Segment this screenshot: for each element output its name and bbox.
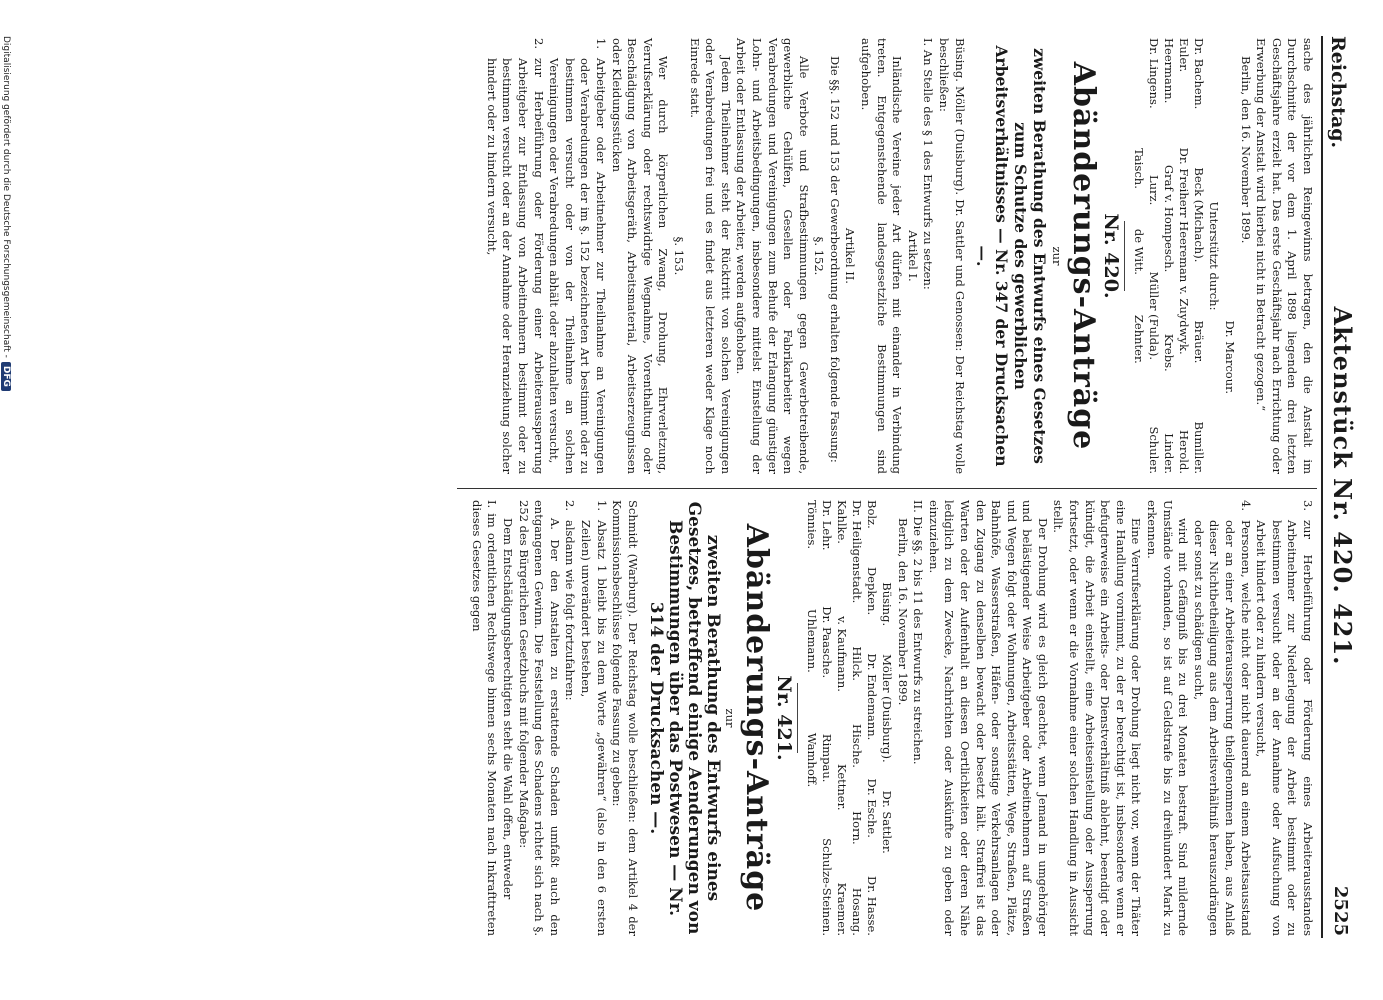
signer: Dr. Lingens. [1146,38,1161,109]
section-title: Abänderungs-Anträge [739,523,775,913]
left-column [483,38,1315,474]
signer: Bumiller. [1191,421,1206,474]
signer: Kraemer. [834,882,849,936]
signer: Dr. Endemann. [864,653,879,741]
signer: Tönnies. [804,500,819,550]
article-heading: Artikel I. [905,230,920,282]
header-left: Reichstag. [1327,36,1349,149]
list-number: 3. [1301,500,1315,511]
column-divider [457,488,1317,489]
header-rule [1321,36,1323,938]
list-text: zur Herbeiführung oder Förderung einer Arbeiteraussperrung Arbeitgeber zur Entlassung von Arbeitnehmern bestimmt oder zu bestimmen versucht oder an der Annahme oder Heranziehung solcher hindert oder zu hindern versucht, [484,58,546,474]
signer: Lurz. [1146,175,1161,206]
list-text: zur Herbeiführung oder Förderung eines Arbeiterausstandes Arbeitnehmer zur Niederlegung der Arbeit bestimmt oder zu bestimmen versucht oder an der Annahme oder Aufsuchung von Arbeit hindert oder zu hindern versucht, [1254,520,1315,936]
signer: Dr. Heiligenstadt. [849,500,864,604]
list-text: Personen, welche nicht oder nicht dauernd an einem Arbeitsausstand oder an einer Arbeiteraussperrung theilgenommen haben, aus Anlaß dieser Nichtbetheiligung aus dem Arbeitsverhältniß herauszudrängen oder sonst zu schädigen sucht, [1191,520,1253,936]
signer: Bräuer. [1191,320,1206,364]
date-line: Berlin, den 16. November 1899. [1238,56,1253,244]
list-item [546,38,608,474]
signer: Uhlemann. [804,609,819,673]
signer: Taisch. [1131,148,1146,189]
signers-row [1176,38,1191,474]
paragraph-heading: §. 153. [671,236,686,276]
signer: Schulze-Steinen. [819,838,834,936]
right-column [468,500,1315,936]
signers-row [819,500,834,936]
digitization-note [1,36,11,391]
list-item [1253,500,1315,936]
paragraph: Eine Verrufserklärung oder Drohung liegt nicht vor, wenn der Thäter eine Handlung vornimmt, zu der er berechtigt ist, insbesondere wenn er befugterweise ein Arbeits- oder Dienstverhältniß ablehnt, beendigt oder kündigt, die Arbeit einstellt, eine Arbeitseinstellung oder Aussperrung fortsetzt, oder wenn er die Vornahme einer solchen Handlung in Aussicht stellt. [1051,500,1144,936]
signers-row [1146,38,1161,474]
list-text: Arbeitgeber oder Arbeitnehmer zur Theilnahme an Vereinigungen oder Verabredungen der im §. 152 bezeichneten Art bestimmt oder zu bestimmen versucht oder von der Theilnahme an solchen Vereinigungen oder Verabredungen abhält oder abzuhalten versucht, [547,58,608,474]
signers-row [849,500,864,936]
paragraph: A. Der den Anstalten zu erstattende Schaden umfaßt auch den entgangenen Gewinn. Die Feststellung des Schadens richtet sich nach §. 252 des Bürgerlichen Gesetzbuchs mit folgender Maßgabe: [516,500,562,936]
header-title: Aktenstück Nr. 420. 421. [1328,306,1357,666]
signer: Dr. Paasche. [819,606,834,679]
list-item [483,38,545,474]
signer: v. Kaufmann. [834,616,849,692]
section-divider [797,683,798,753]
signer: Dr. Bachem. [1191,38,1206,110]
signer: Kettner. [834,764,849,811]
signer: Linder. [1161,433,1176,474]
numbered-list [1190,500,1315,936]
date-line: Berlin, den 16. November 1899. [895,518,910,706]
signers-row [879,500,894,936]
digitization-text: Digitalisierung gefördert durch die Deutsche Forschungsgemeinschaft - [1,36,11,358]
signer: Graf v. Hompesch. [1161,164,1176,273]
signer: Schuler. [1146,426,1161,474]
list-text: alsdann wie folgt fortzufahren: [563,520,578,701]
signer: Dr. Esche. [864,778,879,838]
signer: de Witt. [1131,228,1146,275]
signers-block [1131,38,1206,474]
signer: Dr. Freiherr Heereman v. Zuydwyk. [1176,147,1191,355]
paragraph: Die §§. 152 und 153 der Gewerbeordnung erhalten folgende Fassung: [827,56,842,463]
signer: Hosang. [849,887,864,936]
numbered-list [562,500,609,936]
section-divider [1124,221,1125,291]
signer: Dr. Sattler. [879,790,894,854]
list-number: 4. [1238,500,1253,511]
list-item [577,500,608,936]
paragraph: Der Drohung wird es gleich geachtet, wenn Jemand in umgehöriger und belästigender Weise Arbeitgeber oder Arbeitnehmern auf Straßen und Wegen folgt oder Wohnungen, Arbeitsstätten, Wege, Straßen, Plätze, Bahnhöfe, Wasserstraßen, Häfen- oder sonstige Verkehrsanlagen oder den Zugang zu denselben bewacht oder besetzt hält. Straffrei ist das Warten oder der Aufenthalt an diesen Oertlichkeiten oder deren Nähe lediglich zu dem Zwecke, Nachrichten oder Auskünfte zu geben oder einzuziehen. [926,500,1050,936]
signer: Kahlke. [834,500,849,544]
intro-paragraph: sache des jährlichen Reingewinns betragen, den die Anstalt im Durchschnitte der vor dem 1. April 1898 liegenden drei letzten Geschäftsjahre erzielt hat. Das erste Geschäftsjahr nach Errichtung oder Erwerbung der Anstalt wird hierbei nicht in Betracht gezogen.“ [1254,38,1315,474]
dfg-logo: DFG [1,362,11,391]
section-zur: zur [1050,246,1065,266]
signer: Krebs. [1161,333,1176,372]
paragraph: Inländische Vereine jeder Art dürfen mit einander in Verbindung treten. Entgegenstehende landesgesetzliche Bestimmungen sind aufgehoben. [859,38,905,474]
signer: Hische. [849,724,864,768]
signer: Wamhoff. [804,732,819,788]
author-name: Dr. Marcour. [1223,320,1238,394]
page-header [1325,36,1375,936]
section-zur: zur [723,708,738,728]
signer: Müller (Fulda). [1146,271,1161,361]
list-item [1190,500,1252,936]
list-number: 2. [531,38,546,49]
list-number: 2. [563,500,578,511]
motion-text: Schmidt (Warburg). Der Reichstag wolle beschließen: dem Artikel 4 der Kommissionsbeschlüsse folgende Fassung zu geben: [610,500,640,936]
paragraph: Wer durch körperlichen Zwang, Drohung, Ehrverletzung, Verrufserklärung oder rechtswidrige Wegnahme, Vorenthaltung oder Beschädigung von Arbeitsgeräth, Arbeitsmaterial, Arbeitserzeugnissen oder Kleidungsstücken [609,38,671,474]
signer: Heermann. [1161,38,1176,104]
numbered-list [483,38,608,474]
article-heading: Artikel II. [843,228,858,284]
signer: Horn. [849,811,864,845]
motion-text: Büsing. Möller (Duisburg). Dr. Sattler und Genossen: Der Reichstag wolle beschließen: [937,38,967,474]
section-number: Nr. 421. [772,675,795,761]
list-number: 1. [594,38,608,49]
paragraph-heading: §. 152. [812,236,827,276]
supported-label: Unterstützt durch: [1207,201,1222,311]
list-item [562,500,578,936]
signer: Depken. [864,566,879,616]
paragraph: wird mit Gefängniß bis zu drei Monaten bestraft. Sind mildernde Umstände vorhanden, so ist auf Geldstrafe bis zu dreihundert Mark zu erkennen. [1145,500,1191,936]
paragraph: Dem Entschädigungsberechtigten steht die Wahl offen, entweder [501,518,516,900]
signer: Bolz. [864,500,879,529]
section-subtitle: zweiten Berathung des Entwurfs eines Gesetzes, betreffend einige Aenderungen von Bestimmungen über das Postwesen — Nr. 314 der Drucksachen —. [645,501,723,935]
signers-row [1131,38,1146,474]
section-subtitle: zweiten Berathung des Entwurfs eines Gesetzes zum Schutze des gewerblichen Arbeitsverhältnisses — Nr. 347 der Drucksachen —. [972,45,1049,467]
signers-row [1161,38,1176,474]
list-number: 1. [594,500,609,511]
list-text: Absatz 1 bleibt bis zu dem Worte „gewähren“ (also in den 6 ersten Zeilen) unverändert bestehen, [579,520,609,936]
section-number: Nr. 420. [1099,213,1122,299]
signer: Herold. [1176,430,1191,474]
paragraph: II. Die §§. 2 bis 11 des Entwurfs zu streichen. [911,500,926,765]
paragraph: Alle Verbote und Strafbestimmungen gegen Gewerbetreibende, gewerbliche Gehülfen, Gesellen oder Fabrikarbeiter wegen Verabredungen und Vereinigungen zum Behufe der Erlangung günstiger Lohn- und Arbeitsbedingungen, insbesondere mittelst Einstellung der Arbeit oder Entlassung der Arbeiter, werden aufgehoben. [734,38,811,474]
signer: Zehnter. [1131,314,1146,364]
section-title: Abänderungs-Anträge [1066,61,1102,451]
signers-row [864,500,879,936]
signer: Euler. [1176,38,1191,73]
paragraph: Jedem Theilnehmer steht der Rücktritt von solchen Vereinigungen oder Verabredungen frei und es findet aus letzteren weder Klage noch Einrede statt. [687,38,733,474]
paragraph: I. im ordentlichen Rechtswege binnen sechs Monaten nach Inkrafttreten dieses Gesetzes gegen [469,500,500,936]
signer: Rimpau. [819,733,834,783]
signers-block [804,500,894,936]
signer: Beck (Michach). [1191,167,1206,263]
signer: Dr. Hasse. [864,876,879,936]
page-number: 2525 [1330,885,1351,936]
signers-row [834,500,849,936]
signers-row [1191,38,1206,474]
signers-row [804,500,819,936]
signer: Hilck. [849,646,864,681]
signer: Büsing. [879,582,894,627]
paragraph: I. An Stelle des § 1 des Entwurfs zu setzen: [921,38,936,290]
signer: Dr. Lehr. [819,500,834,551]
signer: Möller (Duisburg). [879,654,894,763]
